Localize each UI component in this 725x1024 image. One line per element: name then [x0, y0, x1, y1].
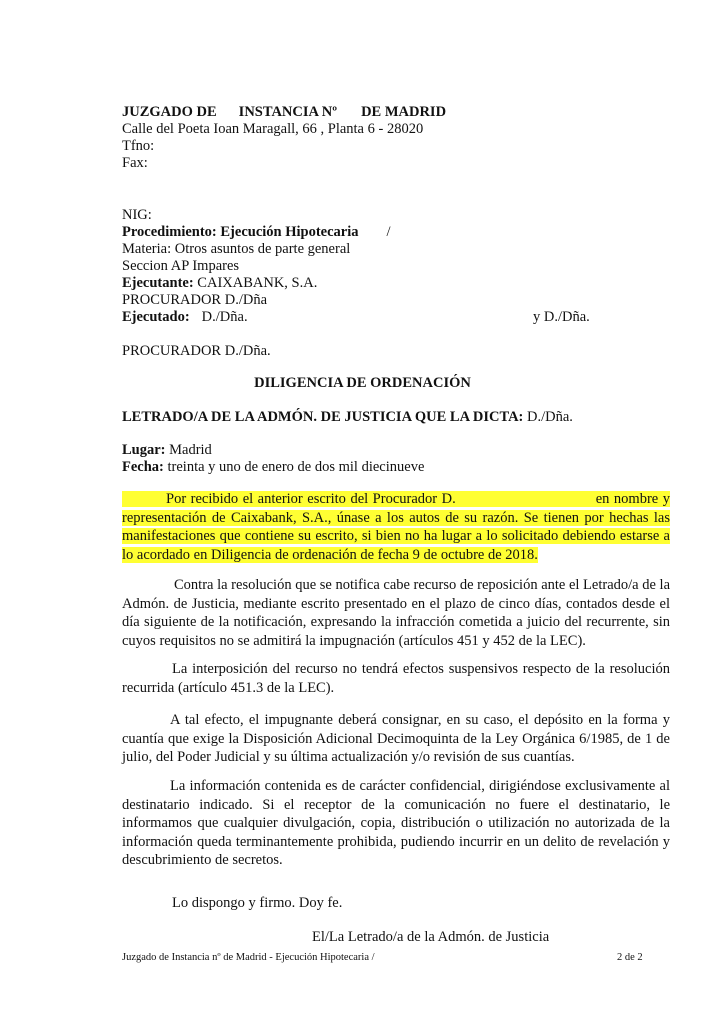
section-line: Seccion AP Impares: [122, 258, 240, 274]
highlight-first-line: [122, 491, 670, 507]
procedure-value: Ejecución Hipotecaria: [220, 224, 359, 240]
procurador-executed: PROCURADOR D./Dña.: [122, 343, 271, 359]
place-line: [122, 442, 212, 459]
signature-line: El/La Letrado/a de la Admón. de Justicia: [312, 929, 550, 945]
court-address: Calle del Poeta Ioan Maragall, 66 , Planta 6 - 28020: [122, 121, 424, 137]
executant-line: [122, 275, 317, 292]
place-value: Madrid: [169, 442, 212, 458]
executant-value: CAIXABANK, S.A.: [197, 275, 318, 291]
paragraph-received-rest: representación de Caixabank, S.A., únase a los autos de su razón. Se tienen por hechas las manifestaciones que contiene su escrito, si bien no ha lugar a lo solicitado debiendo estarse a lo acordado en Diligencia de ordenación de fecha 9 de octubre de 2018.: [122, 509, 670, 563]
fax-label: Fax:: [122, 155, 148, 171]
court-mid: INSTANCIA Nº: [238, 104, 338, 120]
executed-label: Ejecutado:: [122, 309, 190, 325]
paragraph-appeal: Contra la resolución que se notifica cabe recurso de reposición ante el Letrado/a de la Admón. de Justicia, mediante escrito presentado en el plazo de cinco días, contados desde el día siguiente de la notificación, expresando la infracción cometida a juicio del recurrente, sin cuyos requisitos no se admitirá la impugnación (artículos 451 y 452 de la LEC).: [122, 577, 671, 649]
lawyer-line: [122, 409, 573, 426]
executant-label: Ejecutante:: [122, 275, 194, 291]
court-suffix: DE MADRID: [361, 104, 447, 120]
nig-label: NIG:: [122, 207, 152, 223]
procedure-line: [122, 224, 391, 241]
lawyer-label: LETRADO/A DE LA ADMÓN. DE JUSTICIA QUE LA DICTA:: [122, 409, 524, 425]
paragraph-received-representation: en nombre y: [595, 491, 670, 507]
executed-line: [122, 309, 248, 326]
phone-label: Tfno:: [122, 138, 155, 154]
page-number: 2 de 2: [617, 952, 643, 963]
subject-line: Materia: Otros asuntos de parte general: [122, 241, 351, 257]
date-value: treinta y uno de enero de dos mil diecinueve: [167, 459, 425, 475]
executed-second: y D./Dña.: [533, 309, 590, 325]
date-line: [122, 459, 424, 476]
closing-statement: Lo dispongo y firmo. Doy fe.: [172, 895, 343, 911]
paragraph-confidential: La información contenida es de carácter confidencial, dirigiéndose exclusivamente al destinatario indicado. Si el receptor de la comunicación no fuere el destinatario, le informamos que cualquier divulgación, copia, distribución o utilización no autorizada de la información queda terminantemente prohibida, pudiendo incurrir en un delito de revelación y descubrimiento de secretos.: [122, 778, 670, 868]
paragraph-deposit: A tal efecto, el impugnante deberá consignar, en su caso, el depósito en la forma y cuantía que exige la Disposición Adicional Decimoquinta de la Ley Orgánica 6/1985, de 1 de julio, del Poder Judicial y su última actualización y/o revisión de sus cuantías.: [122, 712, 670, 765]
procedure-separator: /: [386, 224, 391, 240]
paragraph-received-start: Por recibido el anterior escrito del Procurador D.: [166, 491, 456, 507]
court-prefix: JUZGADO DE: [122, 104, 217, 120]
paragraph-received: [122, 490, 670, 564]
procedure-label: Procedimiento:: [122, 224, 217, 240]
place-label: Lugar:: [122, 442, 166, 458]
lawyer-value: D./Dña.: [527, 409, 573, 425]
diligence-title: DILIGENCIA DE ORDENACIÓN: [254, 375, 471, 391]
footer-text: Juzgado de Instancia nº de Madrid - Ejecución Hipotecaria /: [122, 952, 375, 963]
procurador-executant: PROCURADOR D./Dña: [122, 292, 268, 308]
court-title: [122, 104, 446, 121]
paragraph-non-suspensive: La interposición del recurso no tendrá efectos suspensivos respecto de la resolución recurrida (artículo 451.3 de la LEC).: [122, 661, 670, 696]
date-label: Fecha:: [122, 459, 164, 475]
executed-value: D./Dña.: [201, 309, 248, 325]
